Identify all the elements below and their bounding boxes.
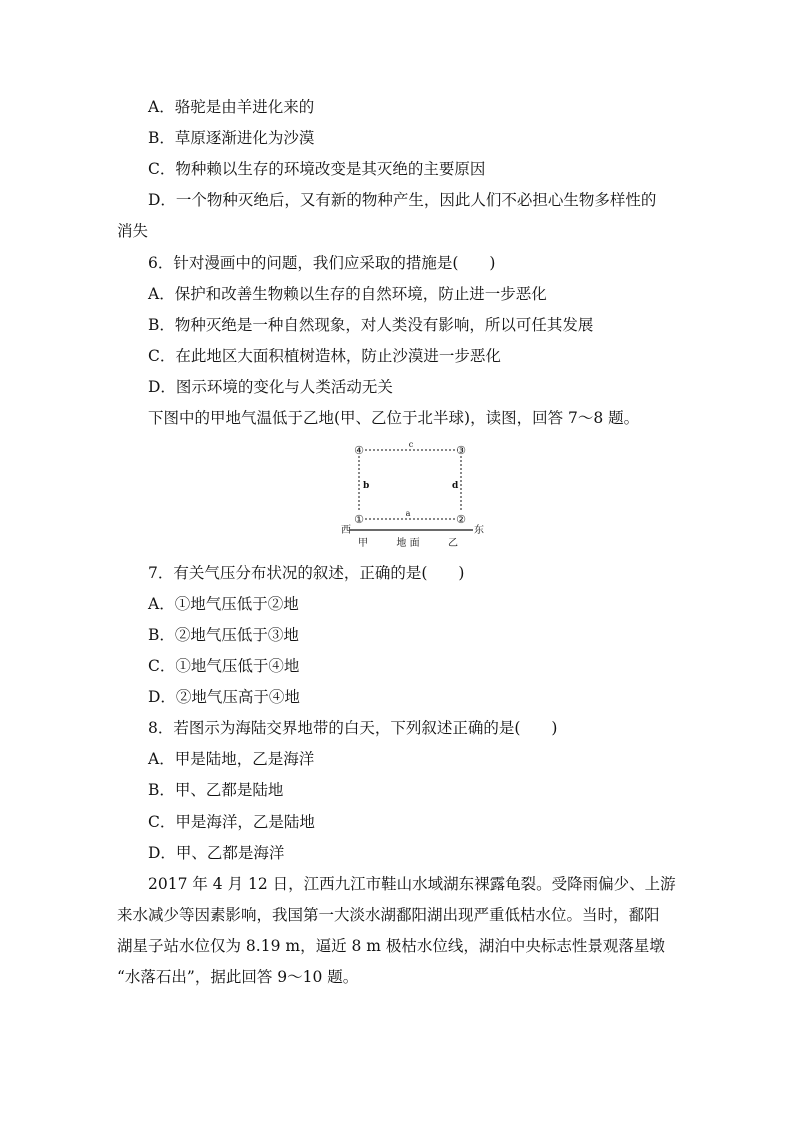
q8-option-c: C．甲是海洋，乙是陆地 xyxy=(148,813,315,831)
q6-stem: 6．针对漫画中的问题，我们应采取的措施是( ) xyxy=(148,254,496,272)
intro-7-8: 下图中的甲地气温低于乙地(甲、乙位于北半球)，读图，回答 7～8 题。 xyxy=(148,409,640,427)
q6-option-a: A．保护和改善生物赖以生存的自然环境，防止进一步恶化 xyxy=(148,285,547,303)
q5-option-d-continued: 消失 xyxy=(117,222,149,240)
q7-option-a: A．①地气压低于②地 xyxy=(148,595,299,613)
pressure-diagram xyxy=(338,440,488,550)
edge-c-label: c xyxy=(408,440,414,449)
q5-option-d: D．一个物种灭绝后，又有新的物种产生，因此人们不必担心生物多样性的 xyxy=(148,191,657,209)
q6-option-d: D．图示环境的变化与人类活动无关 xyxy=(148,378,393,396)
q8-option-d: D．甲、乙都是海洋 xyxy=(148,844,285,862)
q5-option-b: B．草原逐渐进化为沙漠 xyxy=(148,129,315,147)
passage-line-3: 湖星子站水位仅为 8.19 m，逼近 8 m 极枯水位线，湖泊中央标志性景观落星墩 xyxy=(117,937,665,955)
q8-stem: 8．若图示为海陆交界地带的白天，下列叙述正确的是( ) xyxy=(148,719,558,737)
west-label: 西 xyxy=(341,525,351,536)
passage-line-1: 2017 年 4 月 12 日，江西九江市鞋山水域湖东裸露龟裂。受降雨偏少、上游 xyxy=(148,875,676,893)
jia-label: 甲 xyxy=(358,538,368,549)
point-1: ① xyxy=(354,513,364,526)
point-2: ② xyxy=(456,513,466,526)
east-label: 东 xyxy=(474,525,484,536)
q7-option-c: C．①地气压低于④地 xyxy=(148,657,300,675)
q7-option-b: B．②地气压低于③地 xyxy=(148,626,299,644)
q5-option-a: A．骆驼是由羊进化来的 xyxy=(148,98,315,116)
edge-d-label: d xyxy=(452,481,459,491)
edge-a-label: a xyxy=(405,509,411,518)
point-4: ④ xyxy=(354,444,364,457)
ground-label: 地 面 xyxy=(396,538,420,549)
edge-b-label: b xyxy=(363,481,370,491)
q5-option-c: C．物种赖以生存的环境改变是其灭绝的主要原因 xyxy=(148,160,486,178)
yi-label: 乙 xyxy=(448,538,458,549)
q6-option-b: B．物种灭绝是一种自然现象，对人类没有影响，所以可任其发展 xyxy=(148,316,594,334)
passage-line-2: 来水减少等因素影响，我国第一大淡水湖鄱阳湖出现严重低枯水位。当时，鄱阳 xyxy=(117,906,660,924)
q7-option-d: D．②地气压高于④地 xyxy=(148,688,300,706)
q8-option-b: B．甲、乙都是陆地 xyxy=(148,781,284,799)
passage-line-4: “水落石出”，据此回答 9～10 题。 xyxy=(117,968,359,986)
q6-option-c: C．在此地区大面积植树造林，防止沙漠进一步恶化 xyxy=(148,347,501,365)
q8-option-a: A．甲是陆地，乙是海洋 xyxy=(148,750,315,768)
point-3: ③ xyxy=(456,444,466,457)
q7-stem: 7．有关气压分布状况的叙述，正确的是( ) xyxy=(148,564,465,582)
